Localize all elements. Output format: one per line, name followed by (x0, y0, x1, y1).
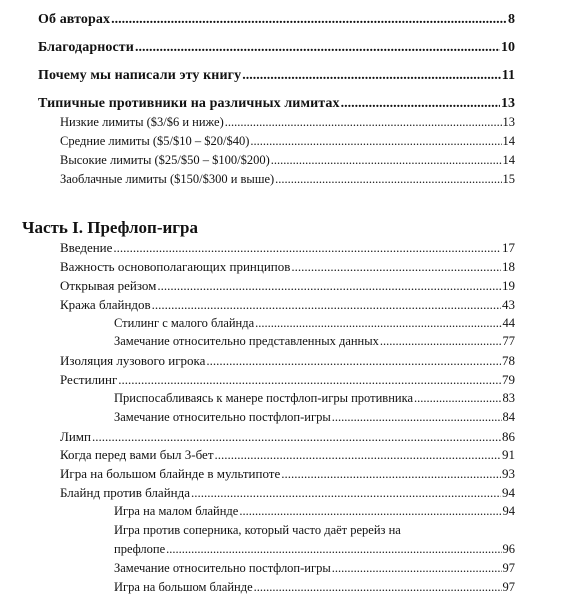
toc-page-number: 17 (502, 240, 515, 255)
toc-entry-title: Важность основополагающих принципов (60, 259, 291, 274)
toc-entry-postflop-note[interactable] (114, 410, 515, 425)
toc-entry-why-we-wrote[interactable] (38, 68, 515, 84)
toc-page-number: 84 (502, 410, 515, 424)
toc-entry-acknowledgements[interactable] (38, 40, 515, 56)
toc-page-number: 18 (502, 259, 515, 274)
toc-entry-title: Рестилинг (60, 372, 118, 387)
toc-page-number: 93 (502, 466, 515, 481)
toc-entry-title: Блайнд против блайнда (60, 485, 190, 500)
part-heading[interactable]: Часть I. Префлоп-игра (22, 218, 198, 237)
dot-leader (118, 372, 501, 388)
toc-entry-title: Благодарности (38, 40, 134, 55)
dot-leader (332, 561, 502, 576)
toc-page-number: 44 (502, 316, 515, 330)
dot-leader (152, 297, 501, 313)
toc-page-number: 43 (502, 297, 515, 312)
toc-entry-mid-limits[interactable] (60, 134, 515, 149)
toc-page-number: 8 (508, 12, 515, 27)
toc-page-number: 97 (502, 561, 515, 575)
dot-leader (254, 580, 502, 595)
toc-entry-sb-steal[interactable] (114, 316, 515, 331)
toc-entry-resteal[interactable] (60, 372, 515, 388)
toc-page-number: 13 (501, 96, 515, 111)
toc-entry-title: Приспосабливаясь к манере постфлоп-игры противника (114, 391, 413, 405)
toc-page-number: 14 (502, 134, 515, 148)
toc-page-number: 79 (502, 372, 515, 387)
dot-leader (191, 485, 501, 501)
toc-entry-title: Замечание относительно представленных данных (114, 334, 379, 348)
dot-leader (215, 447, 501, 463)
toc-page-number: 13 (502, 115, 515, 129)
toc-entry-title: префлопе (114, 542, 166, 556)
toc-page-number: 94 (502, 485, 515, 500)
toc-page-number: 83 (502, 391, 515, 405)
toc-entry-title: Кража блайндов (60, 297, 151, 312)
dot-leader (341, 96, 500, 112)
dot-leader (250, 134, 501, 149)
toc-page-number: 94 (502, 504, 515, 518)
toc-entry-title: Открывая рейзом (60, 278, 157, 293)
dot-leader (414, 391, 502, 406)
toc-page-number: 77 (502, 334, 515, 348)
toc-entry-title: Изоляция лузового игрока (60, 353, 206, 368)
toc-entry-facing-3bet[interactable] (60, 447, 515, 463)
toc-entry-sb-play[interactable] (114, 504, 515, 519)
dot-leader (242, 68, 501, 84)
toc-entry-postflop-note-2[interactable] (114, 561, 515, 576)
toc-page-number: 86 (502, 429, 515, 444)
toc-page-number: 78 (502, 353, 515, 368)
dot-leader (225, 115, 502, 130)
toc-entry-opening-raise[interactable] (60, 278, 515, 294)
toc-entry-title: Замечание относительно постфлоп-игры (114, 410, 331, 424)
toc-entry-limp[interactable] (60, 429, 515, 445)
dot-leader (332, 410, 502, 425)
toc-entry-title: Высокие лимиты ($25/$50 – $100/$200) (60, 153, 270, 167)
toc-entry-title: Лимп (60, 429, 91, 444)
toc-entry-title: Почему мы написали эту книгу (38, 68, 242, 83)
toc-page-number: 11 (501, 68, 515, 83)
toc-entry-title: Стилинг с малого блайнда (114, 316, 255, 330)
toc-entry-title: Игра на большом блайнде (114, 580, 253, 594)
toc-page-number: 96 (502, 542, 515, 556)
dot-leader (157, 278, 501, 294)
dot-leader (135, 40, 500, 56)
toc-page-number: 15 (502, 172, 515, 186)
toc-entry-title: Замечание относительно постфлоп-игры (114, 561, 331, 575)
toc-entry-title: Средние лимиты ($5/$10 – $20/$40) (60, 134, 250, 148)
dot-leader (239, 504, 501, 519)
toc-entry-reraiser-line2[interactable] (114, 542, 515, 557)
toc-entry-title: Заоблачные лимиты ($150/$300 и выше) (60, 172, 275, 186)
dot-leader (111, 12, 507, 28)
dot-leader (255, 316, 501, 331)
toc-entry-principles[interactable] (60, 259, 515, 275)
toc-entry-title: Игра на малом блайнде (114, 504, 239, 518)
toc-page-number: 91 (502, 447, 515, 462)
dot-leader (92, 429, 501, 445)
toc-entry-adapting[interactable] (114, 391, 515, 406)
toc-entry-blind-vs-blind[interactable] (60, 485, 515, 501)
dot-leader (291, 259, 501, 275)
dot-leader (113, 240, 501, 256)
dot-leader (380, 334, 502, 349)
toc-entry-title: Когда перед вами был 3-бет (60, 447, 214, 462)
toc-entry-title: Об авторах (38, 12, 111, 27)
toc-entry-typical-opponents[interactable] (38, 96, 515, 112)
toc-page-number: 19 (502, 278, 515, 293)
toc-entry-low-limits[interactable] (60, 115, 515, 130)
toc-page-number: 14 (502, 153, 515, 167)
toc-entry-sky-limits[interactable] (60, 172, 515, 187)
dot-leader (206, 353, 501, 369)
toc-entry-blind-stealing[interactable] (60, 297, 515, 313)
toc-entry-bb-multipot[interactable] (60, 466, 515, 482)
toc-entry-introduction[interactable] (60, 240, 515, 256)
toc-entry-bb-play[interactable] (114, 580, 515, 595)
toc-entry-title: Введение (60, 240, 113, 255)
toc-page-number: 97 (502, 580, 515, 594)
dot-leader (271, 153, 502, 168)
toc-entry-title: Игра на большом блайнде в мультипоте (60, 466, 281, 481)
toc-entry-about-authors[interactable] (38, 12, 515, 28)
toc-entry-title: Низкие лимиты ($3/$6 и ниже) (60, 115, 224, 129)
toc-page-number: 10 (501, 40, 515, 55)
dot-leader (281, 466, 501, 482)
dot-leader (275, 172, 501, 187)
toc-entry-data-note[interactable] (114, 334, 515, 349)
toc-entry-high-limits[interactable] (60, 153, 515, 168)
dot-leader (166, 542, 501, 557)
toc-entry-title: Типичные противники на различных лимитах (38, 96, 340, 111)
toc-entry-reraiser-line1[interactable]: Игра против соперника, который часто даёт ререйз на (114, 523, 401, 537)
toc-entry-isolation[interactable] (60, 353, 515, 369)
